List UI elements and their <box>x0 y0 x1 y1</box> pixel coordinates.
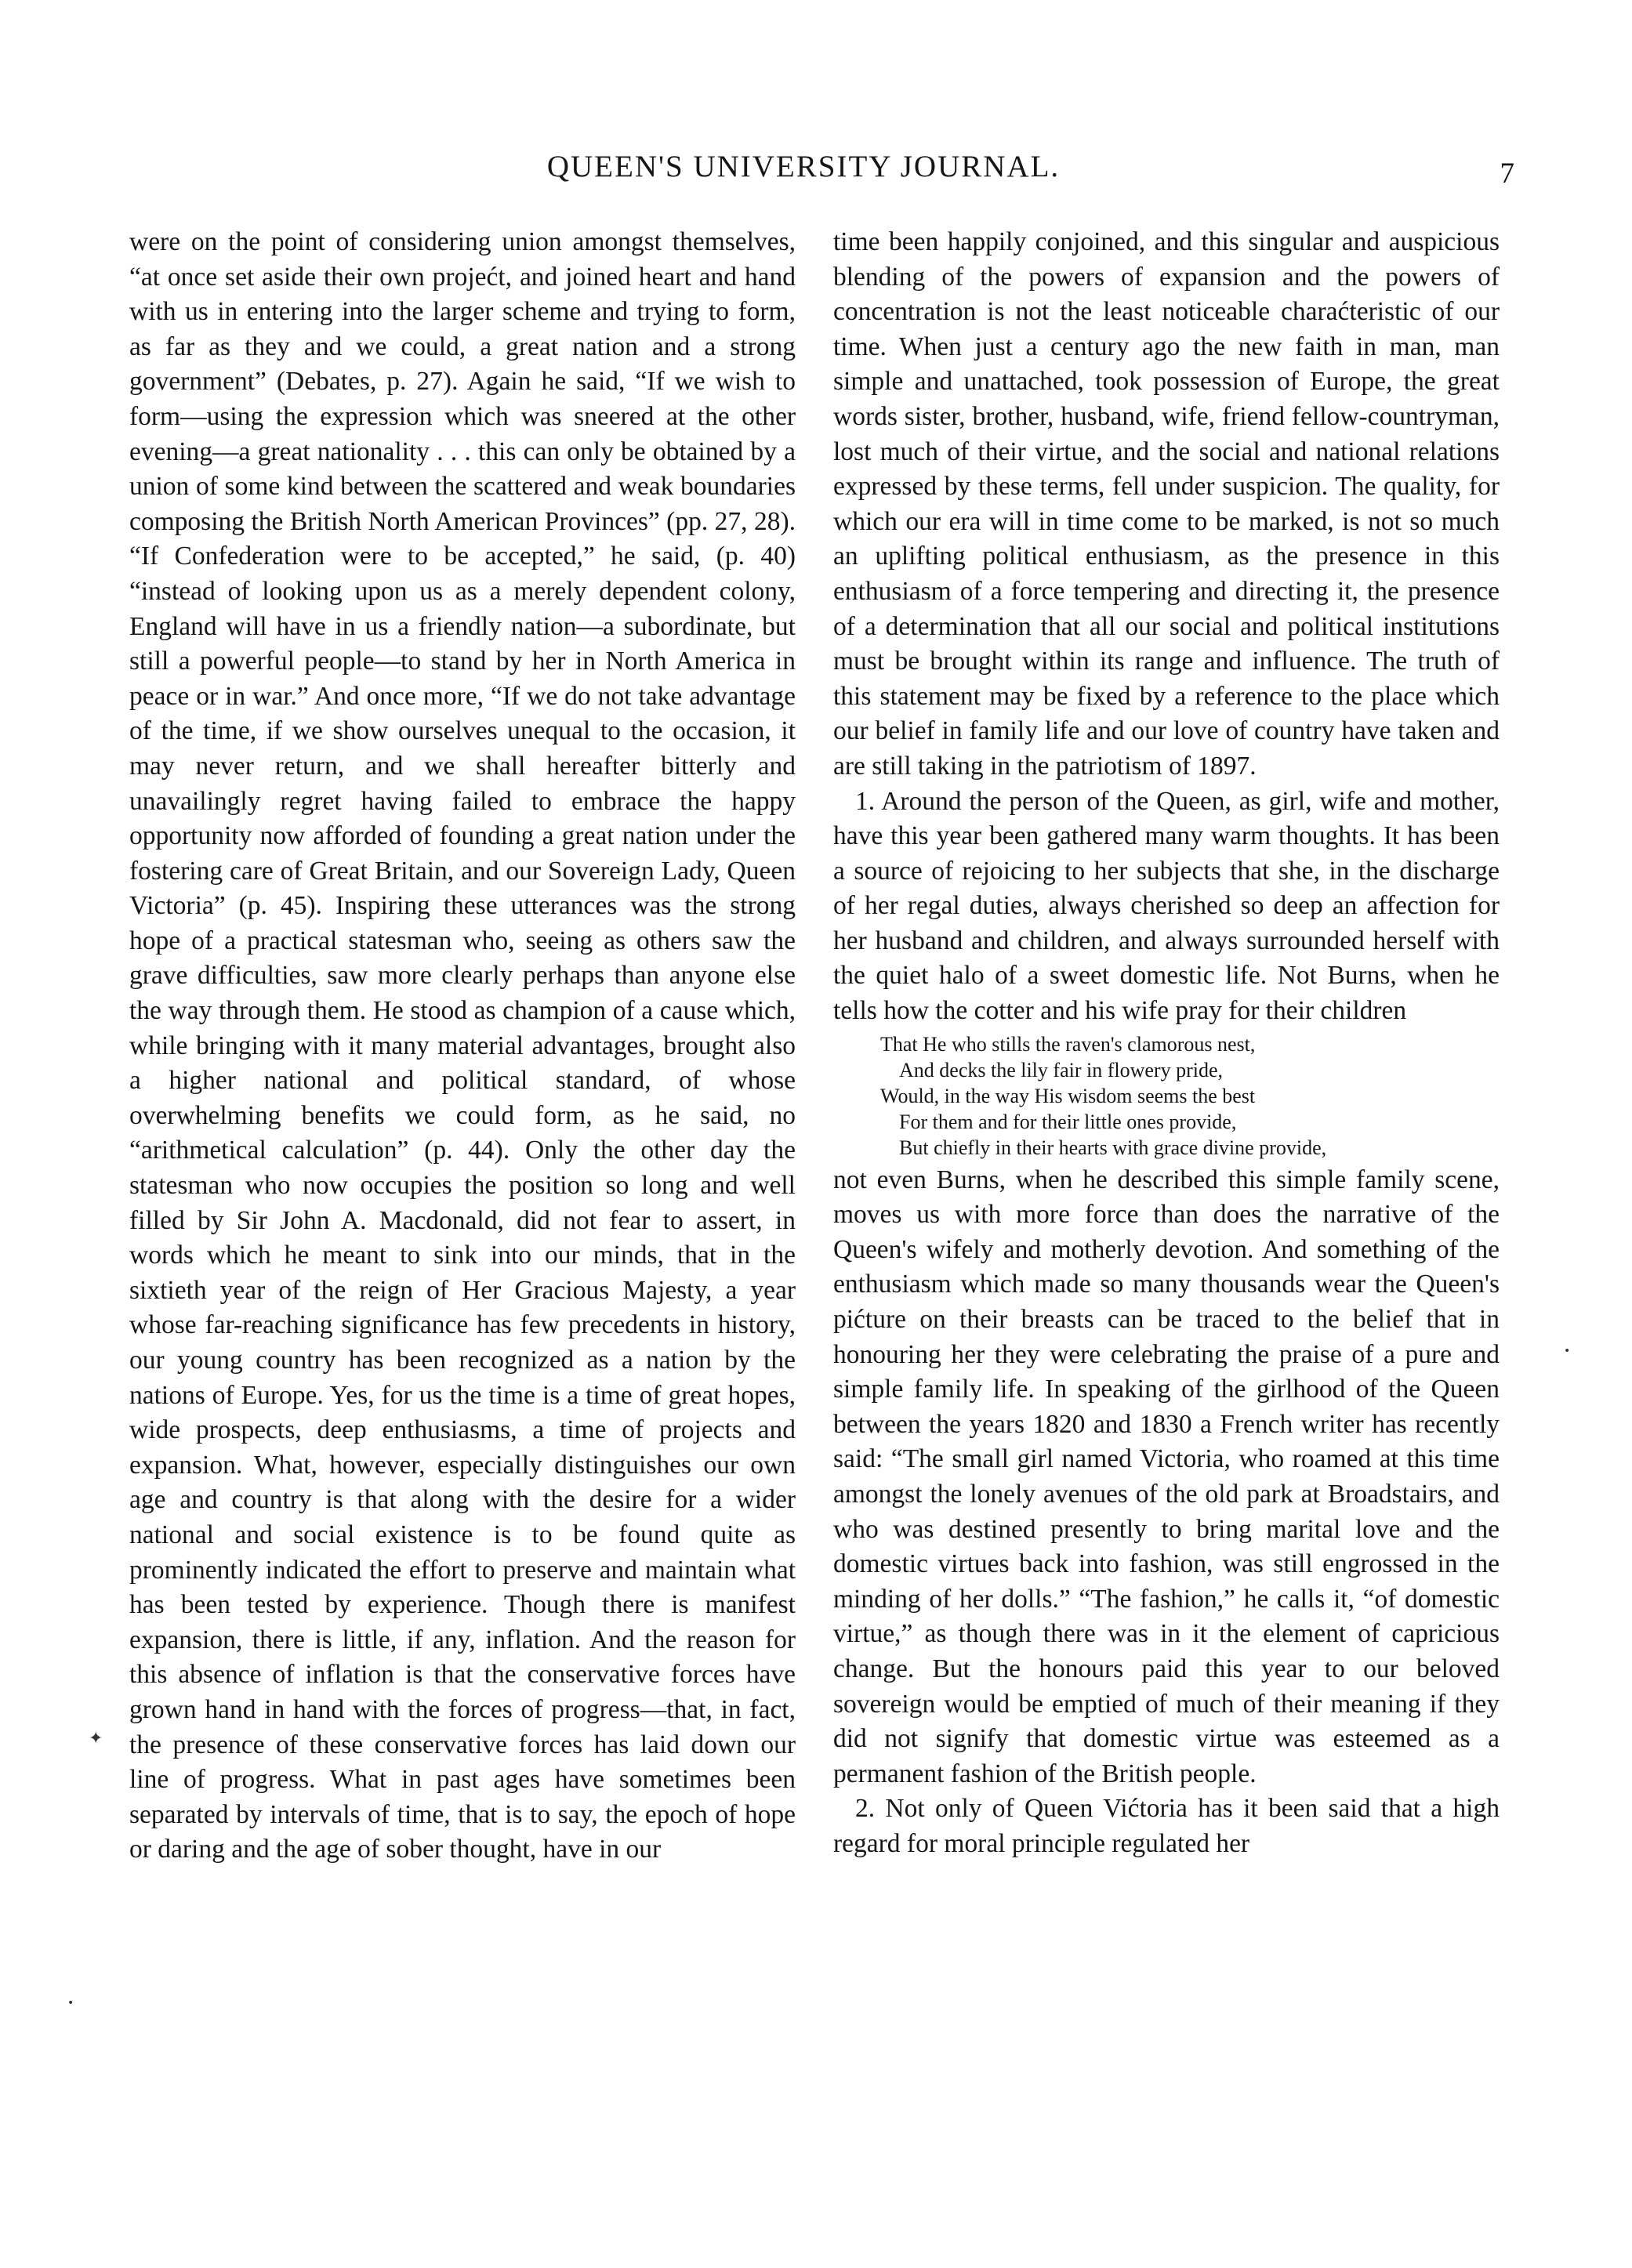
right-paragraph-intro: time been happily conjoined, and this singular and auspicious blending of the powers of expansion and the powers of concentration is not the least noticeable charaćteristic of our time. When just a century ago the new faith in man, man simple and unattached, took possession of Europe, the great words sister, brother, husband, wife, friend fellow-countryman, lost much of their virtue, and the social and national relations expressed by these terms, fell under suspicion. The quality, for which our era will in time come to be marked, is not so much an uplifting political enthusiasm, as the presence in this enthusiasm of a force tempering and directing it, the presence of a determination that all our social and political institutions must be brought within its range and influence. The truth of this statement may be fixed by a reference to the place which our belief in family life and our love of country have taken and are still taking in the patriotism of 1897. <box>833 227 1500 781</box>
verse-line: Would, in the way His wisdom seems the best <box>880 1084 1256 1107</box>
verse-line: And decks the lily fair in flowery pride, <box>899 1058 1223 1081</box>
print-mark: ✦ <box>89 1729 103 1748</box>
right-paragraph-burns: not even Burns, when he described this simple family scene, moves us with more force than does the narrative of the Queen's wifely and motherly devotion. And something of the enthusiasm which made so many thousands wear the Queen's pićture on their breasts can be traced to the belief that in honouring her they were celebrating the praise of a pure and simple family life. In speaking of the girlhood of the Queen between the years 1820 and 1830 a French writer has recently said: “The small girl named Victoria, who roamed at this time amongst the lonely avenues of the old park at Broadstairs, and who was destined presently to bring marital love and the domestic virtues back into fashion, was still engrossed in the minding of her dolls.” “The fashion,” he calls it, “of domestic virtue,” as though there was in it the element of capricious change. But the honours paid this year to our beloved sovereign would be emptied of much of their meaning if they did not signify that domestic virtue was esteemed as a permanent fashion of the British people. <box>833 1165 1500 1788</box>
right-paragraph-victoria: 2. Not only of Queen Vićtoria has it been said that a high regard for moral principle regulated her <box>833 1794 1500 1858</box>
verse-line: For them and for their little ones provide, <box>899 1110 1237 1133</box>
left-column <box>129 225 796 1868</box>
page-number: 7 <box>1500 158 1514 190</box>
verse-line: That He who stills the raven's clamorous nest, <box>880 1032 1256 1056</box>
burns-verse-quote <box>880 1031 1500 1161</box>
running-head: QUEEN'S UNIVERSITY JOURNAL. <box>546 150 1061 183</box>
verse-line: But chiefly in their hearts with grace divine provide, <box>899 1136 1327 1159</box>
left-paragraph: were on the point of considering union amongst themselves, “at once set aside their own projećt, and joined heart and hand with us in entering into the larger scheme and trying to form, as far as they and we could, a great nation and a strong government” (Debates, p. 27). Again he said, “If we wish to form—using the expression which was sneered at the other evening—a great nationality . . . this can only be obtained by a union of some kind between the scattered and weak boundaries composing the British North American Provinces” (pp. 27, 28). “If Confederation were to be accepted,” he said, (p. 40) “instead of looking upon us as a merely dependent colony, England will have in us a friendly nation—a subordinate, but still a powerful people—to stand by her in North America in peace or in war.” And once more, “If we do not take advantage of the time, if we show ourselves unequal to the occasion, it may never return, and we shall hereafter bitterly and unavailingly regret having failed to embrace the happy opportunity now afforded of founding a great nation under the fostering care of Great Britain, and our Sovereign Lady, Queen Victoria” (p. 45). Inspiring these utterances was the strong hope of a practical statesman who, seeing as others saw the grave difficulties, saw more clearly perhaps than anyone else the way through them. He stood as champion of a cause which, while bringing with it many material advantages, brought also a higher national and political standard, of whose overwhelming benefits we could form, as he said, no “arithmetical calculation” (p. 44). Only the other day the statesman who now occupies the position so long and well filled by Sir John A. Macdonald, did not fear to assert, in words which he meant to sink into our minds, that in the sixtieth year of the reign of Her Gracious Majesty, a year whose far-reaching significance has few precedents in history, our young country has been recognized as a nation by the nations of Europe. Yes, for us the time is a time of great hopes, wide prospects, deep enthusiasms, a time of projects and expansion. What, however, especially distinguishes our own age and country is that along with the desire for a wider national and social existence is to be found quite as prominently indicated the effort to preserve and maintain what has been tested by experience. Though there is manifest expansion, there is little, if any, inflation. And the reason for this absence of inflation is that the conservative forces have grown hand in hand with the forces of progress—that, in fact, the presence of these conservative forces has laid down our line of progress. What in past ages have sometimes been separated by intervals of time, that is to say, the epoch of hope or daring and the age of sober thought, have in our <box>129 227 796 1864</box>
right-paragraph-queen: 1. Around the person of the Queen, as girl, wife and mother, have this year been gathered many warm thoughts. It has been a source of rejoicing to her subjects that she, in the discharge of her regal duties, always cherished so deep an affection for her husband and children, and always surrounded herself with the quiet halo of a sweet domestic life. Not Burns, when he tells how the cotter and his wife pray for their children <box>833 786 1500 1026</box>
print-mark: • <box>1564 1345 1571 1357</box>
print-mark: • <box>67 1997 74 2009</box>
right-column <box>833 225 1500 1862</box>
